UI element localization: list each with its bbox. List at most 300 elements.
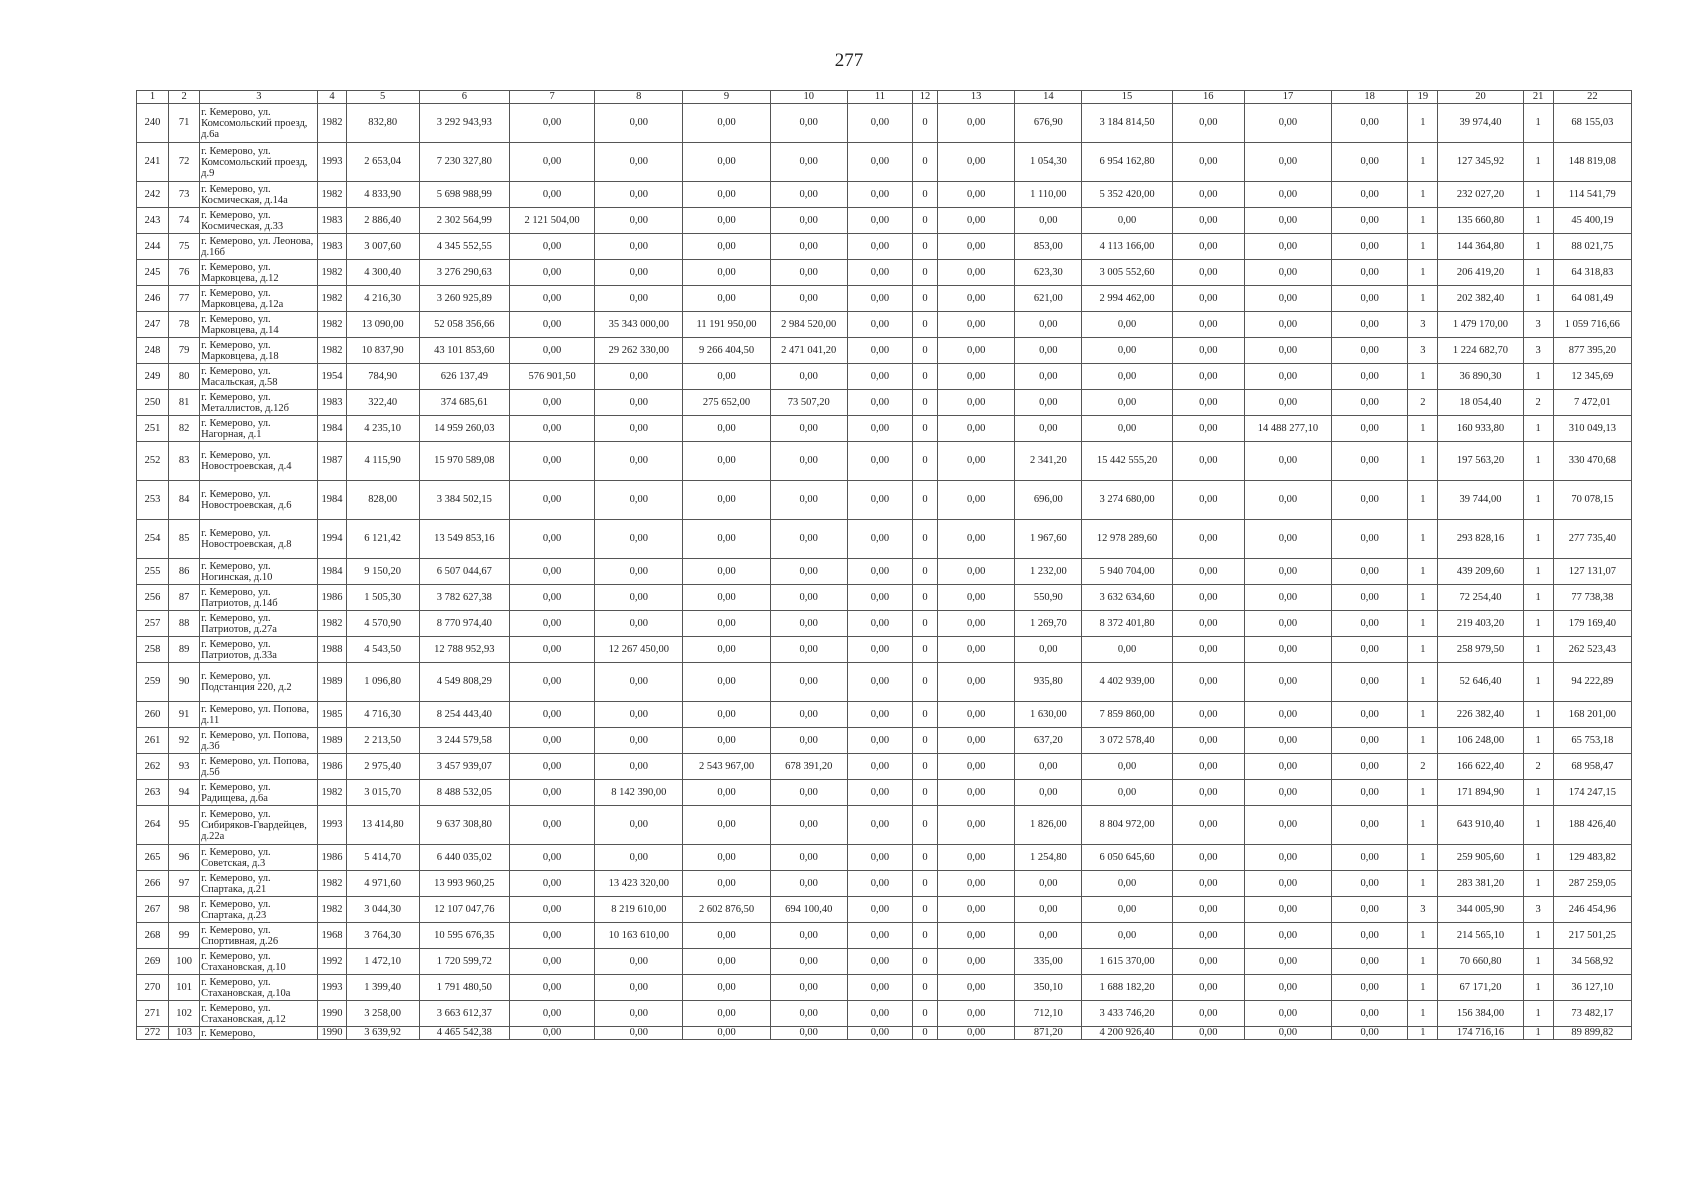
table-cell: 0,00 [1015,416,1082,442]
table-cell: 0,00 [683,234,770,260]
column-header: 5 [346,91,419,104]
address-cell: г. Кемерово, ул. Новостроевская, д.8 [200,520,318,559]
table-cell: 1 720 599,72 [419,949,509,975]
table-cell: 0,00 [847,754,912,780]
table-cell: 6 440 035,02 [419,845,509,871]
table-cell: 0,00 [847,364,912,390]
table-cell: 106 248,00 [1438,728,1523,754]
table-cell: 8 770 974,40 [419,611,509,637]
table-cell: 3 [1408,897,1438,923]
table-cell: 127 345,92 [1438,143,1523,182]
table-cell: 256 [137,585,169,611]
table-cell: 0,00 [595,611,683,637]
table-cell: 0,00 [847,871,912,897]
address-cell: г. Кемерово, ул. Комсомольский проезд, д.6а [200,104,318,143]
address-cell: г. Кемерово, ул. Металлистов, д.12б [200,390,318,416]
table-cell: 1 [1408,923,1438,949]
table-cell: 8 219 610,00 [595,897,683,923]
table-cell: 0,00 [595,728,683,754]
table-cell: 0,00 [847,143,912,182]
table-cell: 0,00 [1082,364,1172,390]
table-cell: 1 [1408,845,1438,871]
table-cell: 95 [169,806,200,845]
table-cell: 0,00 [1172,416,1244,442]
table-cell: 268 [137,923,169,949]
table-cell: 272 [137,1027,169,1040]
table-cell: 0,00 [509,702,594,728]
table-cell: 935,80 [1015,663,1082,702]
table-cell: 853,00 [1015,234,1082,260]
table-cell: 1 [1408,871,1438,897]
table-cell: 1989 [318,728,346,754]
table-cell: 0 [913,390,938,416]
table-cell: 247 [137,312,169,338]
table-cell: 0,00 [938,364,1015,390]
table-cell: 1 [1523,286,1553,312]
table-cell: 1 [1523,871,1553,897]
table-cell: 8 372 401,80 [1082,611,1172,637]
table-cell: 0,00 [1332,611,1408,637]
table-cell: 1 054,30 [1015,143,1082,182]
table-cell: 877 395,20 [1553,338,1631,364]
table-cell: 0,00 [1172,1001,1244,1027]
table-cell: 0 [913,780,938,806]
table-cell: 6 121,42 [346,520,419,559]
address-cell: г. Кемерово, ул. Стахановская, д.10а [200,975,318,1001]
table-cell: 144 364,80 [1438,234,1523,260]
table-cell: 0,00 [1172,442,1244,481]
table-cell: 626 137,49 [419,364,509,390]
table-cell: 0,00 [1332,585,1408,611]
table-cell: 0,00 [847,663,912,702]
table-cell: 1 967,60 [1015,520,1082,559]
table-cell: 1 [1523,923,1553,949]
table-cell: 0,00 [595,806,683,845]
address-cell: г. Кемерово, ул. Марковцева, д.12 [200,260,318,286]
table-cell: 0,00 [770,585,847,611]
table-cell: 1 [1523,520,1553,559]
table-cell: 4 113 166,00 [1082,234,1172,260]
table-cell: 0,00 [1332,364,1408,390]
table-cell: 0,00 [1172,481,1244,520]
table-cell: 259 [137,663,169,702]
table-cell: 0,00 [847,637,912,663]
column-header: 12 [913,91,938,104]
table-cell: 1 [1408,663,1438,702]
table-cell: 0 [913,611,938,637]
table-cell: 13 090,00 [346,312,419,338]
column-header: 13 [938,91,1015,104]
table-cell: 0,00 [1332,637,1408,663]
table-row [137,559,1632,585]
header-row [137,91,1632,104]
table-cell: 0,00 [1332,559,1408,585]
table-cell: 1983 [318,234,346,260]
table-cell: 0,00 [1172,611,1244,637]
table-cell: 0,00 [683,949,770,975]
address-cell: г. Кемерово, ул. Попова, д.11 [200,702,318,728]
table-cell: 0,00 [770,806,847,845]
table-cell: 13 414,80 [346,806,419,845]
table-cell: 1 [1523,637,1553,663]
table-cell: 293 828,16 [1438,520,1523,559]
table-cell: 127 131,07 [1553,559,1631,585]
table-cell: 86 [169,559,200,585]
table-cell: 1983 [318,208,346,234]
address-cell: г. Кемерово, ул. Новостроевская, д.6 [200,481,318,520]
table-row [137,364,1632,390]
table-cell: 0 [913,182,938,208]
table-cell: 0,00 [683,481,770,520]
table-cell: 0,00 [595,702,683,728]
table-cell: 3 007,60 [346,234,419,260]
table-cell: 0,00 [1015,364,1082,390]
table-cell: 0,00 [683,286,770,312]
table-cell: 0,00 [1015,312,1082,338]
table-cell: 29 262 330,00 [595,338,683,364]
table-cell: 72 [169,143,200,182]
table-cell: 1 [1523,416,1553,442]
table-cell: 0,00 [509,104,594,143]
table-cell: 0,00 [509,286,594,312]
table-cell: 0,00 [1332,754,1408,780]
table-cell: 179 169,40 [1553,611,1631,637]
table-cell: 0,00 [1332,845,1408,871]
column-header: 8 [595,91,683,104]
table-cell: 1992 [318,949,346,975]
table-cell: 3 015,70 [346,780,419,806]
table-cell: 0,00 [938,260,1015,286]
table-cell: 271 [137,1001,169,1027]
table-row [137,338,1632,364]
table-cell: 0,00 [683,611,770,637]
table-cell: 1 [1408,286,1438,312]
column-header: 11 [847,91,912,104]
table-cell: 0,00 [595,364,683,390]
table-cell: 0,00 [509,754,594,780]
table-cell: 197 563,20 [1438,442,1523,481]
table-cell: 0,00 [847,728,912,754]
table-cell: 0,00 [509,1001,594,1027]
table-cell: 5 698 988,99 [419,182,509,208]
table-row [137,897,1632,923]
table-cell: 0,00 [1172,208,1244,234]
table-cell: 0,00 [847,975,912,1001]
table-cell: 101 [169,975,200,1001]
table-cell: 0,00 [1332,663,1408,702]
table-cell: 89 [169,637,200,663]
table-cell: 1 630,00 [1015,702,1082,728]
table-cell: 0,00 [1332,806,1408,845]
table-cell: 0,00 [1172,637,1244,663]
table-cell: 0,00 [595,182,683,208]
table-cell: 88 [169,611,200,637]
table-cell: 0,00 [683,728,770,754]
table-cell: 15 970 589,08 [419,442,509,481]
column-header: 22 [1553,91,1631,104]
table-cell: 1 615 370,00 [1082,949,1172,975]
table-cell: 0,00 [1172,897,1244,923]
table-cell: 252 [137,442,169,481]
table-cell: 1 [1523,975,1553,1001]
column-header: 6 [419,91,509,104]
table-cell: 0,00 [770,260,847,286]
address-cell: г. Кемерово, ул. Космическая, д.33 [200,208,318,234]
table-cell: 2 994 462,00 [1082,286,1172,312]
table-cell: 1 [1408,637,1438,663]
table-cell: 0,00 [509,260,594,286]
table-cell: 1984 [318,481,346,520]
table-cell: 0,00 [847,559,912,585]
table-cell: 0,00 [847,390,912,416]
table-cell: 85 [169,520,200,559]
table-cell: 4 543,50 [346,637,419,663]
table-cell: 260 [137,702,169,728]
table-cell: 0,00 [938,897,1015,923]
table-cell: 254 [137,520,169,559]
table-cell: 0,00 [1082,312,1172,338]
column-header: 9 [683,91,770,104]
table-cell: 64 081,49 [1553,286,1631,312]
table-cell: 148 819,08 [1553,143,1631,182]
table-cell: 1986 [318,754,346,780]
address-cell: г. Кемерово, ул. Леонова, д.16б [200,234,318,260]
table-cell: 0,00 [938,416,1015,442]
table-cell: 0,00 [770,143,847,182]
table-cell: 99 [169,923,200,949]
table-cell: 1982 [318,780,346,806]
table-cell: 0,00 [1015,780,1082,806]
table-cell: 0,00 [509,780,594,806]
table-cell: 3 258,00 [346,1001,419,1027]
table-row [137,845,1632,871]
table-cell: 4 549 808,29 [419,663,509,702]
table-cell: 6 954 162,80 [1082,143,1172,182]
table-cell: 0,00 [509,871,594,897]
table-cell: 1989 [318,663,346,702]
table-cell: 0,00 [770,559,847,585]
table-cell: 0,00 [938,520,1015,559]
table-cell: 0,00 [595,585,683,611]
table-cell: 82 [169,416,200,442]
table-cell: 15 442 555,20 [1082,442,1172,481]
table-cell: 0,00 [1244,143,1331,182]
table-cell: 5 414,70 [346,845,419,871]
table-cell: 0,00 [595,104,683,143]
table-cell: 0,00 [1244,260,1331,286]
table-cell: 4 300,40 [346,260,419,286]
table-cell: 0,00 [847,1027,912,1040]
table-cell: 0 [913,637,938,663]
table-cell: 871,20 [1015,1027,1082,1040]
address-cell: г. Кемерово, [200,1027,318,1040]
table-cell: 0,00 [595,234,683,260]
table-cell: 0,00 [509,806,594,845]
table-cell: 2 213,50 [346,728,419,754]
address-cell: г. Кемерово, ул. Спартака, д.21 [200,871,318,897]
table-cell: 9 637 308,80 [419,806,509,845]
table-cell: 4 115,90 [346,442,419,481]
table-cell: 1982 [318,182,346,208]
table-cell: 240 [137,104,169,143]
table-cell: 3 044,30 [346,897,419,923]
table-cell: 0,00 [683,780,770,806]
table-cell: 0 [913,923,938,949]
table-cell: 0 [913,559,938,585]
table-cell: 283 381,20 [1438,871,1523,897]
table-cell: 3 782 627,38 [419,585,509,611]
table-cell: 258 [137,637,169,663]
table-row [137,260,1632,286]
table-cell: 0,00 [683,585,770,611]
table-cell: 0,00 [847,780,912,806]
table-cell: 88 021,75 [1553,234,1631,260]
table-cell: 0,00 [1244,637,1331,663]
table-cell: 277 735,40 [1553,520,1631,559]
table-cell: 0,00 [847,923,912,949]
address-cell: г. Кемерово, ул. Марковцева, д.14 [200,312,318,338]
table-cell: 832,80 [346,104,419,143]
table-cell: 0,00 [509,442,594,481]
table-cell: 174 247,15 [1553,780,1631,806]
column-header: 7 [509,91,594,104]
table-cell: 73 482,17 [1553,1001,1631,1027]
table-cell: 0,00 [683,637,770,663]
table-cell: 1993 [318,975,346,1001]
table-cell: 1 [1408,442,1438,481]
table-cell: 91 [169,702,200,728]
address-cell: г. Кемерово, ул. Стахановская, д.10 [200,949,318,975]
table-cell: 1 [1408,975,1438,1001]
table-cell: 0 [913,442,938,481]
table-cell: 0,00 [1244,923,1331,949]
table-cell: 0 [913,871,938,897]
table-cell: 1982 [318,286,346,312]
table-cell: 261 [137,728,169,754]
table-cell: 3 184 814,50 [1082,104,1172,143]
table-cell: 2 984 520,00 [770,312,847,338]
table-cell: 10 837,90 [346,338,419,364]
table-cell: 0,00 [938,871,1015,897]
table-cell: 0 [913,806,938,845]
table-cell: 0,00 [683,559,770,585]
table-cell: 0,00 [509,663,594,702]
address-cell: г. Кемерово, ул. Стахановская, д.12 [200,1001,318,1027]
table-cell: 0,00 [1244,1027,1331,1040]
address-cell: г. Кемерово, ул. Советская, д.3 [200,845,318,871]
table-cell: 0,00 [1332,702,1408,728]
table-cell: 8 488 532,05 [419,780,509,806]
table-cell: 0,00 [683,1001,770,1027]
table-cell: 0,00 [1015,754,1082,780]
table-cell: 0,00 [1015,871,1082,897]
table-cell: 2 653,04 [346,143,419,182]
table-cell: 0 [913,143,938,182]
address-cell: г. Кемерово, ул. Патриотов, д.27а [200,611,318,637]
table-cell: 129 483,82 [1553,845,1631,871]
table-cell: 0,00 [847,897,912,923]
table-cell: 3 260 925,89 [419,286,509,312]
table-cell: 1 [1408,806,1438,845]
table-cell: 1 [1408,1001,1438,1027]
address-cell: г. Кемерово, ул. Попова, д.5б [200,754,318,780]
table-cell: 0,00 [1082,897,1172,923]
table-cell: 1982 [318,338,346,364]
table-cell: 0,00 [509,611,594,637]
table-cell: 3 [1408,312,1438,338]
address-cell: г. Кемерово, ул. Марковцева, д.18 [200,338,318,364]
table-cell: 0 [913,702,938,728]
table-cell: 1 [1408,520,1438,559]
table-cell: 76 [169,260,200,286]
table-cell: 0,00 [509,949,594,975]
table-cell: 0,00 [1172,1027,1244,1040]
table-cell: 0,00 [1332,338,1408,364]
table-cell: 0,00 [595,260,683,286]
table-cell: 0,00 [595,1001,683,1027]
table-cell: 0,00 [770,728,847,754]
table-cell: 262 523,43 [1553,637,1631,663]
table-cell: 0,00 [938,754,1015,780]
table-cell: 168 201,00 [1553,702,1631,728]
table-cell: 0,00 [770,182,847,208]
table-cell: 0,00 [938,286,1015,312]
table-cell: 1990 [318,1001,346,1027]
table-row [137,143,1632,182]
table-cell: 73 507,20 [770,390,847,416]
table-cell: 0,00 [509,975,594,1001]
table-cell: 0,00 [1172,975,1244,1001]
table-cell: 1 [1408,728,1438,754]
table-cell: 0,00 [1332,520,1408,559]
table-cell: 0,00 [938,923,1015,949]
table-cell: 0,00 [1244,481,1331,520]
address-cell: г. Кемерово, ул. Нагорная, д.1 [200,416,318,442]
table-cell: 0,00 [1332,416,1408,442]
table-cell: 0,00 [1082,637,1172,663]
table-cell: 243 [137,208,169,234]
table-cell: 1 [1523,260,1553,286]
table-cell: 1 [1523,845,1553,871]
table-cell: 0,00 [1332,897,1408,923]
table-cell: 1 [1523,806,1553,845]
table-cell: 160 933,80 [1438,416,1523,442]
table-cell: 0,00 [1332,871,1408,897]
table-cell: 550,90 [1015,585,1082,611]
table-cell: 0,00 [1332,949,1408,975]
table-cell: 156 384,00 [1438,1001,1523,1027]
table-cell: 3 005 552,60 [1082,260,1172,286]
table-cell: 0,00 [509,520,594,559]
table-cell: 678 391,20 [770,754,847,780]
table-row [137,416,1632,442]
table-cell: 1 826,00 [1015,806,1082,845]
table-cell: 4 402 939,00 [1082,663,1172,702]
table-cell: 0,00 [938,806,1015,845]
table-cell: 0,00 [595,286,683,312]
table-cell: 94 [169,780,200,806]
table-cell: 0,00 [1172,702,1244,728]
table-cell: 4 235,10 [346,416,419,442]
table-cell: 0,00 [1244,949,1331,975]
table-cell: 79 [169,338,200,364]
table-cell: 0,00 [1244,182,1331,208]
table-cell: 1 224 682,70 [1438,338,1523,364]
table-cell: 0,00 [1172,871,1244,897]
table-cell: 262 [137,754,169,780]
table-cell: 0,00 [683,442,770,481]
table-cell: 0,00 [509,1027,594,1040]
